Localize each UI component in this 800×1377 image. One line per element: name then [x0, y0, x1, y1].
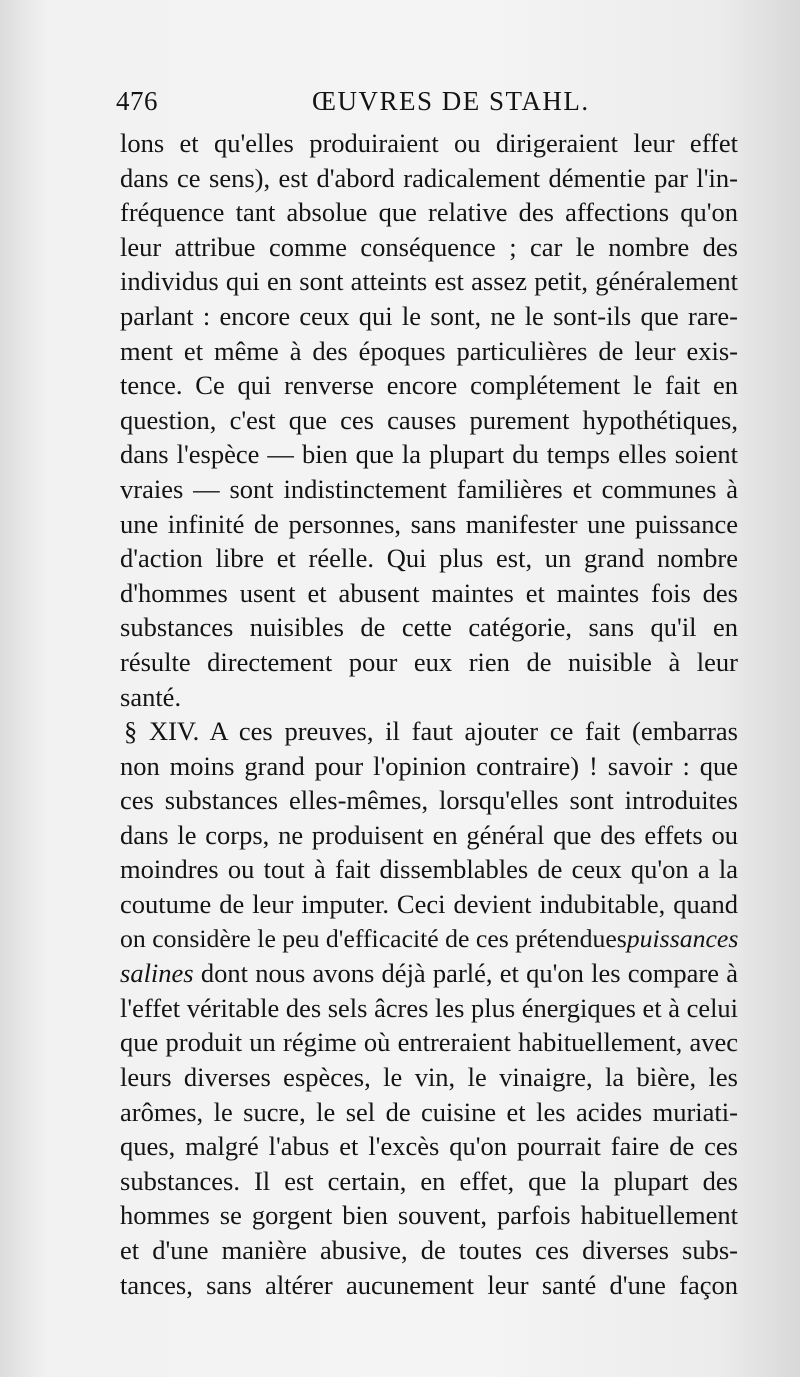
text-line: arômes, le sucre, le sel de cuisine et les acides muriati- [120, 1096, 738, 1127]
text-line-with-italic [120, 956, 738, 991]
text-line: individus qui en sont atteints est assez petit, généralement [120, 266, 738, 297]
text-line: dans le corps, ne produisent en général que des effets ou [120, 819, 738, 850]
text-line: lons et qu'elles produiraient ou dirigeraient leur effet [120, 128, 738, 158]
text-line: substances. Il est certain, en effet, que la plupart des [120, 1165, 738, 1196]
text-line: leurs diverses espèces, le vin, le vinaigre, la bière, les [120, 1062, 738, 1093]
text-line: résulte directement pour eux rien de nuisible à leur [120, 646, 738, 677]
text-line: ces substances elles-mêmes, lorsqu'elles sont introduites [120, 785, 738, 816]
text-line: moindres ou tout à fait dissemblables de ceux qu'on a la [120, 854, 738, 885]
text-line: d'action libre et réelle. Qui plus est, un grand nombre [120, 543, 738, 574]
text-line: coutume de leur imputer. Ceci devient indubitable, quand [120, 889, 738, 920]
text-line: question, c'est que ces causes purement hypothétiques, [120, 404, 738, 435]
text-line: hommes se gorgent bien souvent, parfois habituellement [120, 1200, 738, 1231]
italic-term: puissances [626, 923, 739, 953]
page-header [116, 86, 696, 122]
italic-term: salines [120, 958, 194, 989]
running-title: ŒUVRES DE STAHL. [312, 86, 590, 116]
text-line: une infinité de personnes, sans manifester une puissance [120, 508, 738, 539]
text-line: l'effet véritable des sels âcres les plus énergiques et à celui [120, 992, 738, 1023]
text-line: parlant : encore ceux qui le sont, ne le sont-ils que rare- [120, 300, 738, 331]
text-line: tence. Ce qui renverse encore complétement le fait en [120, 370, 738, 401]
text-line: fréquence tant absolue que relative des affections qu'on [120, 197, 738, 228]
text-line: leur attribue comme conséquence ; car le nombre des [120, 231, 738, 262]
body-text [120, 126, 738, 1302]
text-line: substances nuisibles de cette catégorie, sans qu'il en [120, 612, 738, 643]
text-line: et d'une manière abusive, de toutes ces diverses subs- [120, 1235, 738, 1265]
text-line: d'hommes usent et abusent maintes et maintes fois des [120, 577, 738, 608]
text-line: que produit un régime où entreraient habituellement, avec [120, 1027, 738, 1058]
text-line: dans l'espèce — bien que la plupart du temps elles soient [120, 439, 738, 470]
text-line: vraies — sont indistinctement familières et communes à [120, 473, 738, 504]
text-line: tances, sans altérer aucunement leur santé d'une façon [120, 1269, 738, 1300]
text-line: non moins grand pour l'opinion contraire) ! savoir : que [120, 750, 738, 781]
text-line: ment et même à des époques particulières de leur exis- [120, 335, 738, 366]
text-line: santé. [120, 681, 182, 712]
page-number: 476 [116, 86, 158, 116]
text-segment: on considère le peu d'efficacité de ces prétendues [120, 923, 627, 953]
text-line: dans ce sens), est d'abord radicalement démentie par l'in- [120, 162, 738, 193]
text-line-with-italic [120, 922, 738, 957]
text-line: ques, malgré l'abus et l'excès qu'on pourrait faire de ces [120, 1131, 738, 1162]
text-segment: dont nous avons déjà parlé, et qu'on les compare à [200, 958, 738, 989]
section-heading-line: § XIV. A ces preuves, il faut ajouter ce fait (embarras [124, 716, 738, 747]
